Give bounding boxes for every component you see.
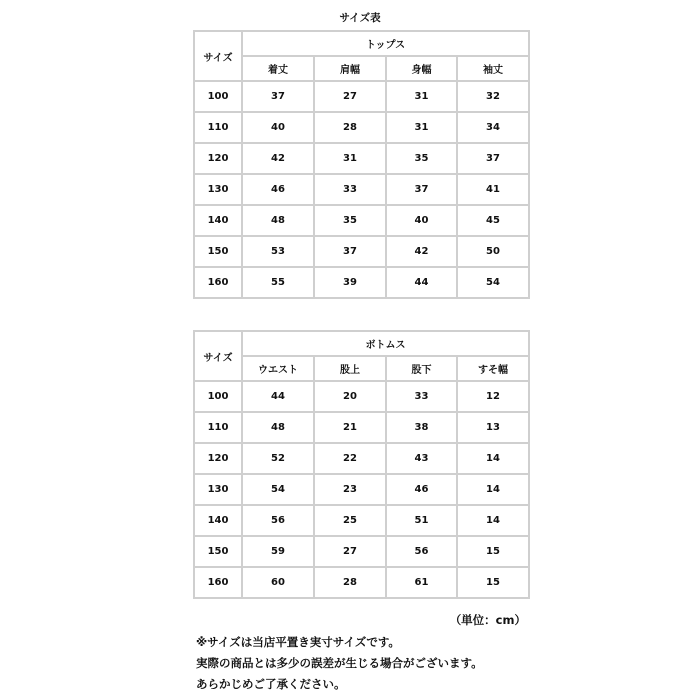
value-cell: 14 — [457, 474, 529, 505]
value-cell: 31 — [386, 112, 457, 143]
column-header: ウエスト — [242, 356, 314, 381]
table-header-row — [194, 331, 529, 356]
size-cell: 110 — [194, 412, 242, 443]
value-cell: 20 — [314, 381, 386, 412]
size-header: サイズ — [194, 331, 242, 381]
table-row — [194, 505, 529, 536]
value-cell: 27 — [314, 81, 386, 112]
value-cell: 21 — [314, 412, 386, 443]
value-cell: 15 — [457, 567, 529, 598]
value-cell: 37 — [457, 143, 529, 174]
table-row — [194, 81, 529, 112]
table-row — [194, 205, 529, 236]
table-row — [194, 536, 529, 567]
value-cell: 13 — [457, 412, 529, 443]
size-cell: 130 — [194, 474, 242, 505]
value-cell: 31 — [314, 143, 386, 174]
column-header: 着丈 — [242, 56, 314, 81]
table-row — [194, 567, 529, 598]
value-cell: 40 — [386, 205, 457, 236]
value-cell: 35 — [386, 143, 457, 174]
value-cell: 27 — [314, 536, 386, 567]
group-header: トップス — [242, 31, 529, 56]
value-cell: 46 — [242, 174, 314, 205]
value-cell: 55 — [242, 267, 314, 298]
value-cell: 28 — [314, 567, 386, 598]
tops-size-table — [193, 30, 530, 299]
value-cell: 56 — [386, 536, 457, 567]
size-cell: 150 — [194, 536, 242, 567]
value-cell: 33 — [386, 381, 457, 412]
table-row — [194, 474, 529, 505]
table-row — [194, 443, 529, 474]
value-cell: 12 — [457, 381, 529, 412]
table-row — [194, 236, 529, 267]
table-row — [194, 267, 529, 298]
value-cell: 23 — [314, 474, 386, 505]
unit-label: （単位：cm） — [449, 613, 526, 627]
size-header: サイズ — [194, 31, 242, 81]
size-cell: 120 — [194, 443, 242, 474]
group-header: ボトムス — [242, 331, 529, 356]
value-cell: 39 — [314, 267, 386, 298]
value-cell: 48 — [242, 205, 314, 236]
size-chart-title: サイズ表 — [339, 12, 381, 24]
size-cell: 120 — [194, 143, 242, 174]
table-subheader-row — [194, 56, 529, 81]
value-cell: 37 — [386, 174, 457, 205]
value-cell: 59 — [242, 536, 314, 567]
value-cell: 15 — [457, 536, 529, 567]
size-cell: 100 — [194, 81, 242, 112]
value-cell: 60 — [242, 567, 314, 598]
size-cell: 150 — [194, 236, 242, 267]
column-header: 股上 — [314, 356, 386, 381]
value-cell: 56 — [242, 505, 314, 536]
value-cell: 48 — [242, 412, 314, 443]
size-cell: 130 — [194, 174, 242, 205]
value-cell: 45 — [457, 205, 529, 236]
note-line: 実際の商品とは多少の誤差が生じる場合がございます。 — [196, 656, 483, 670]
value-cell: 50 — [457, 236, 529, 267]
value-cell: 52 — [242, 443, 314, 474]
size-cell: 160 — [194, 567, 242, 598]
column-header: 肩幅 — [314, 56, 386, 81]
value-cell: 34 — [457, 112, 529, 143]
value-cell: 14 — [457, 505, 529, 536]
size-cell: 140 — [194, 205, 242, 236]
size-cell: 110 — [194, 112, 242, 143]
table-header-row — [194, 31, 529, 56]
value-cell: 54 — [242, 474, 314, 505]
value-cell: 22 — [314, 443, 386, 474]
table-row — [194, 174, 529, 205]
note-line: あらかじめご了承ください。 — [196, 677, 346, 691]
value-cell: 37 — [242, 81, 314, 112]
value-cell: 41 — [457, 174, 529, 205]
column-header: すそ幅 — [457, 356, 529, 381]
size-cell: 100 — [194, 381, 242, 412]
value-cell: 44 — [386, 267, 457, 298]
notes — [196, 632, 483, 695]
column-header: 袖丈 — [457, 56, 529, 81]
value-cell: 42 — [242, 143, 314, 174]
table-row — [194, 381, 529, 412]
table-row — [194, 112, 529, 143]
value-cell: 42 — [386, 236, 457, 267]
value-cell: 51 — [386, 505, 457, 536]
value-cell: 46 — [386, 474, 457, 505]
value-cell: 43 — [386, 443, 457, 474]
value-cell: 31 — [386, 81, 457, 112]
value-cell: 61 — [386, 567, 457, 598]
column-header: 股下 — [386, 356, 457, 381]
column-header: 身幅 — [386, 56, 457, 81]
note-line: ※サイズは当店平置き実寸サイズです。 — [196, 635, 400, 649]
value-cell: 53 — [242, 236, 314, 267]
value-cell: 54 — [457, 267, 529, 298]
value-cell: 32 — [457, 81, 529, 112]
value-cell: 38 — [386, 412, 457, 443]
size-cell: 160 — [194, 267, 242, 298]
table-row — [194, 143, 529, 174]
value-cell: 25 — [314, 505, 386, 536]
bottoms-size-table — [193, 330, 530, 599]
value-cell: 28 — [314, 112, 386, 143]
value-cell: 37 — [314, 236, 386, 267]
value-cell: 35 — [314, 205, 386, 236]
table-row — [194, 412, 529, 443]
size-cell: 140 — [194, 505, 242, 536]
table-subheader-row — [194, 356, 529, 381]
value-cell: 14 — [457, 443, 529, 474]
value-cell: 44 — [242, 381, 314, 412]
value-cell: 40 — [242, 112, 314, 143]
value-cell: 33 — [314, 174, 386, 205]
